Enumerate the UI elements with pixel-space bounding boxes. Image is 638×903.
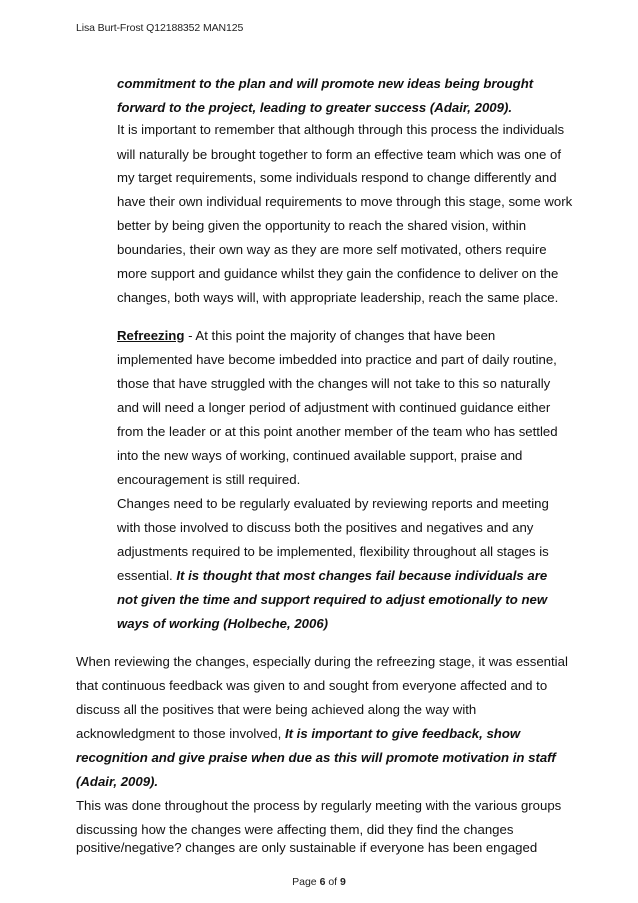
body-text: discussing how the changes were affecting them, did they find the changes [76, 822, 514, 837]
emphasis-text: It is important to give feedback, show [284, 726, 521, 741]
emphasis-text: not given the time and support required to adjust emotionally to new [117, 592, 548, 607]
text-line [117, 400, 550, 416]
text-line [117, 424, 558, 440]
body-text: adjustments required to be implemented, flexibility throughout all stages is [117, 544, 549, 559]
body-text: better by being given the opportunity to reach the shared vision, within [117, 218, 527, 233]
text-line [117, 592, 547, 608]
text-line [117, 448, 522, 464]
body-text: positive/negative? changes are only sustainable if everyone has been engaged [76, 840, 538, 855]
body-text: When reviewing the changes, especially during the refreezing stage, it was essential [76, 654, 568, 669]
text-line [117, 472, 300, 488]
text-line [117, 266, 558, 282]
text-line [117, 76, 533, 92]
footer-page-number: 6 [319, 876, 326, 888]
text-line [76, 750, 556, 766]
emphasis-text: commitment to the plan and will promote new ideas being brought [117, 76, 534, 91]
body-text: with those involved to discuss both the positives and negatives and any [117, 520, 534, 535]
text-line [117, 218, 526, 234]
body-text: changes, both ways will, with appropriate leadership, reach the same place. [117, 290, 559, 305]
emphasis-text: It is thought that most changes fail because individuals are [176, 568, 548, 583]
text-line [76, 678, 547, 694]
text-line [117, 616, 328, 632]
text-line [117, 290, 558, 306]
body-text: from the leader or at this point another member of the team who has settled [117, 424, 558, 439]
text-line [117, 100, 512, 116]
footer-page-total: 9 [340, 876, 346, 888]
text-line [117, 568, 547, 584]
text-line [117, 328, 495, 344]
text-line [76, 798, 561, 814]
body-text: - At this point the majority of changes that have been [184, 328, 496, 343]
body-text: my target requirements, some individuals respond to change differently and [117, 170, 557, 185]
body-text: and will need a longer period of adjustment with continued guidance either [117, 400, 551, 415]
text-line [117, 496, 549, 512]
text-line [117, 147, 561, 163]
text-line [117, 520, 533, 536]
footer-of-word: of [328, 876, 338, 888]
emphasis-text: recognition and give praise when due as this will promote motivation in staff [76, 750, 556, 765]
body-text: have their own individual requirements to move through this stage, some work [117, 194, 573, 209]
footer-page-word: Page [292, 876, 317, 888]
text-line [117, 376, 550, 392]
text-line [76, 774, 158, 790]
body-text: those that have struggled with the changes will not take to this so naturally [117, 376, 551, 391]
text-line [117, 242, 547, 258]
text-line [117, 194, 572, 210]
body-text: encouragement is still required. [117, 472, 301, 487]
body-text: discuss all the positives that were being achieved along the way with [76, 702, 477, 717]
body-text: essential. [117, 568, 177, 583]
body-text: into the new ways of working, continued available support, praise and [117, 448, 523, 463]
body-text: boundaries, their own way as they are more self motivated, others require [117, 242, 547, 257]
text-line [117, 122, 564, 138]
section-heading: Refreezing [117, 328, 185, 343]
emphasis-text: forward to the project, leading to greater success (Adair, 2009). [117, 100, 513, 115]
text-line [117, 170, 557, 186]
text-line [76, 654, 568, 670]
text-line [76, 822, 513, 838]
text-line [76, 702, 476, 718]
text-line [76, 840, 537, 856]
body-text: This was done throughout the process by regularly meeting with the various groups [76, 798, 562, 813]
emphasis-text: ways of working (Holbeche, 2006) [117, 616, 329, 631]
page-header: Lisa Burt-Frost Q12188352 MAN125 [76, 22, 244, 34]
text-line [117, 352, 557, 368]
body-text: acknowledgment to those involved, [76, 726, 285, 741]
body-text: implemented have become imbedded into practice and part of daily routine, [117, 352, 557, 367]
text-line [117, 544, 549, 560]
body-text: It is important to remember that although through this process the individuals [117, 122, 565, 137]
body-text: more support and guidance whilst they gain the confidence to deliver on the [117, 266, 559, 281]
page-footer [0, 876, 638, 888]
body-text: that continuous feedback was given to and sought from everyone affected and to [76, 678, 548, 693]
text-line [76, 726, 520, 742]
body-text: will naturally be brought together to form an effective team which was one of [117, 147, 561, 162]
emphasis-text: (Adair, 2009). [76, 774, 159, 789]
body-text: Changes need to be regularly evaluated by reviewing reports and meeting [117, 496, 549, 511]
